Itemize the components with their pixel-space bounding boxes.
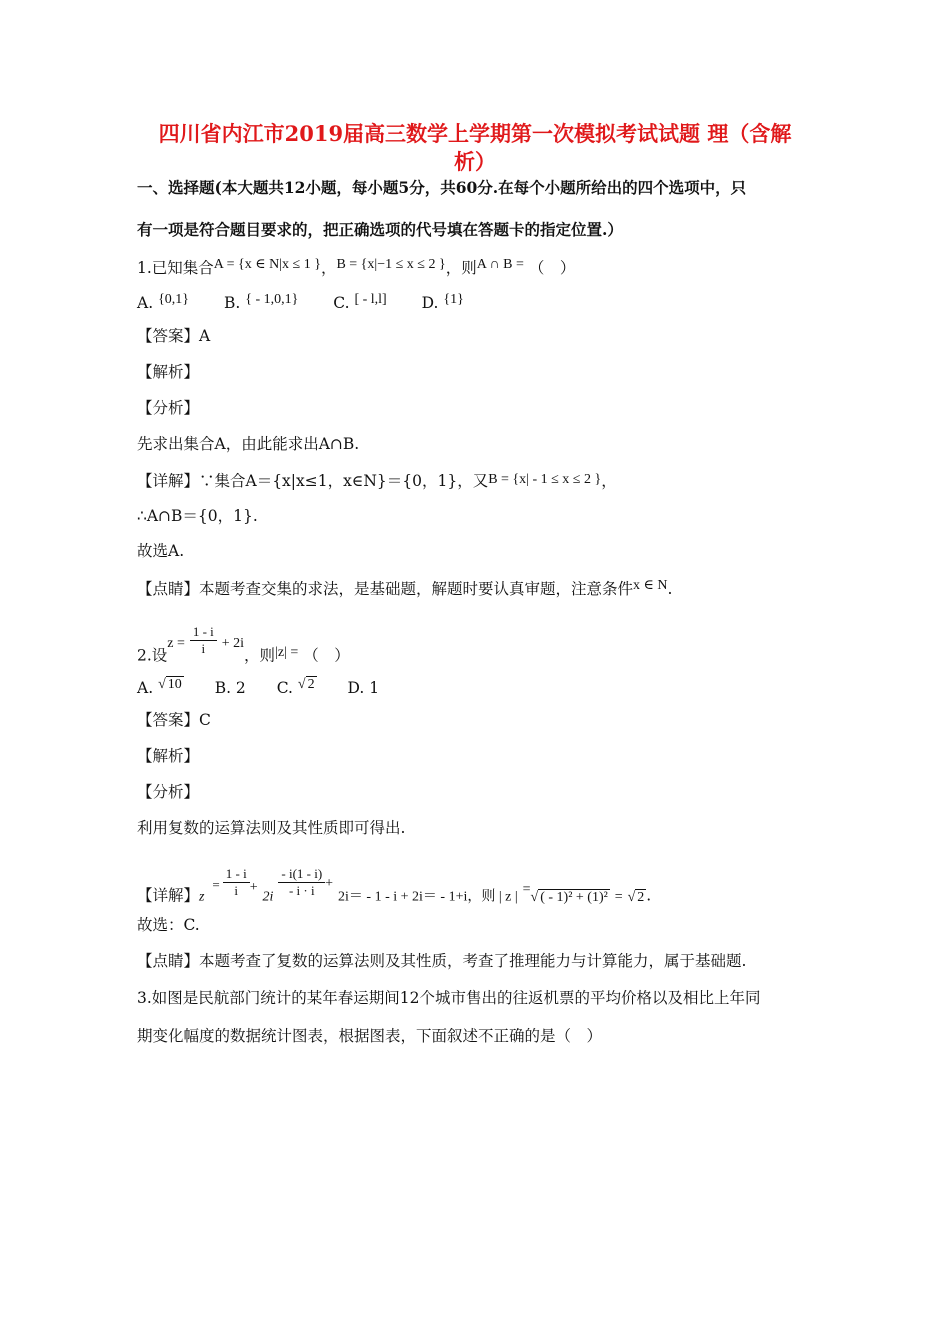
q2-then: ，则 — [244, 646, 276, 665]
q1-jiexi-heading: 【解析】 — [137, 363, 200, 381]
q1-expression: A ∩ B = — [476, 257, 524, 272]
q1-result: ∴A∩B＝{0，1}. — [137, 507, 258, 525]
q2-stem — [137, 624, 350, 673]
q1-option-c-value: [ - l,l] — [354, 292, 387, 307]
q2-detail-fraction-1-numerator: 1 - i — [223, 866, 250, 883]
q2-detail-fraction-1-body — [223, 866, 250, 899]
q2-fraction-denominator: i — [201, 641, 206, 656]
q2-abs-z: |z| = — [275, 644, 299, 660]
document-title — [120, 120, 830, 176]
q1-detail-comma: ， — [601, 472, 617, 490]
q1-option-b — [224, 293, 298, 315]
q2-option-c-sqrt: √ 2 — [297, 677, 315, 692]
q1-detail — [137, 471, 617, 493]
q2-detail-sqrt-2-value: 2 — [637, 889, 645, 905]
q1-set-a: A = {x ∈ N|x ≤ 1 } — [213, 257, 321, 272]
q1-option-c-label: C. — [333, 294, 350, 312]
q2-detail-end: . — [646, 886, 652, 905]
q1-option-c — [333, 293, 386, 315]
q1-prefix: 1.已知集合 — [137, 259, 214, 277]
q2-option-b: B. 2 — [214, 679, 246, 697]
q2-detail-fraction-2 — [278, 866, 325, 899]
q2-option-a — [137, 678, 184, 700]
q3-line-1: 3.如图是民航部门统计的某年春运期间12个城市售出的往返机票的平均价格以及相比上年同 — [137, 989, 761, 1007]
q2-detail-fraction-2-numerator: - i(1 - i) — [278, 866, 325, 883]
q2-option-c-value: 2 — [307, 677, 315, 692]
q1-fenxi-heading: 【分析】 — [137, 399, 200, 417]
q2-detail-z: z — [199, 889, 205, 905]
q1-dianjing-condition: x ∈ N — [633, 578, 668, 593]
q2-choose: 故选：C. — [137, 916, 200, 934]
q1-then: ，则 — [445, 259, 477, 277]
q1-options — [137, 293, 464, 315]
q2-option-d: D. 1 — [347, 679, 380, 697]
q1-option-a-label: A. — [137, 294, 154, 312]
q2-option-a-label: A. — [137, 679, 154, 697]
q2-detail-sqrt-radicand: ( - 1)² + (1)² — [540, 889, 608, 905]
section-heading-line-1: 一、选择题(本大题共12小题，每小题5分，共60分.在每个小题所给出的四个选项中，只 — [137, 178, 747, 197]
q2-jiexi-heading: 【解析】 — [137, 747, 200, 765]
q1-comma: ， — [320, 259, 337, 277]
q2-detail-plus-1: + — [249, 879, 258, 895]
q2-fenxi-heading: 【分析】 — [137, 783, 200, 801]
q1-answer: 【答案】A — [137, 327, 211, 345]
q2-paren: （ ） — [303, 646, 350, 665]
q2-detail-plus-2: + — [325, 875, 334, 891]
q1-option-b-label: B. — [223, 294, 241, 312]
q2-option-c-label: C. — [276, 679, 293, 697]
q2-fraction — [190, 624, 217, 657]
q1-option-d-label: D. — [421, 294, 439, 312]
q2-detail-fraction-1-denominator: i — [234, 883, 239, 898]
q2-detail-rest: 2i＝ - 1 - i + 2i＝ - 1+i，则 | z | — [338, 889, 518, 905]
q1-option-d — [422, 293, 464, 315]
q1-set-b: B = {x|−1 ≤ x ≤ 2 } — [336, 257, 446, 272]
q2-detail-sqrt: √ ( - 1)² + (1)² — [530, 889, 608, 905]
q1-dianjing-text: 【点睛】本题考查交集的求法，是基础题，解题时要认真审题，注意条件 — [137, 580, 634, 598]
q1-stem — [137, 258, 575, 280]
q2-detail-2i: 2i — [262, 889, 274, 905]
title-line-2: 析） — [454, 149, 496, 174]
q2-options — [137, 678, 379, 700]
section-heading-line-2: 有一项是符合题目要求的，把正确选项的代号填在答题卡的指定位置.） — [137, 220, 623, 239]
q2-detail-fraction-2-denominator: - i · i — [288, 883, 315, 898]
q1-option-a-value: {0,1} — [158, 292, 190, 307]
q2-detail-equals-2: = — [614, 889, 623, 905]
q1-dianjing — [137, 579, 672, 601]
q1-choose: 故选A. — [137, 542, 185, 560]
q1-detail-text: 【详解】∵集合A＝{x|x≤1，x∈N}＝{0，1}，又 — [137, 472, 489, 490]
q1-dianjing-end: . — [667, 580, 673, 598]
q1-option-b-value: { - 1,0,1} — [245, 292, 299, 307]
q1-option-a — [137, 293, 189, 315]
q2-option-a-value: 10 — [167, 677, 182, 692]
q2-z-eq: z = — [167, 635, 185, 651]
q2-prefix: 2.设 — [137, 646, 168, 665]
q2-option-c — [277, 678, 317, 700]
q2-detail-sqrt-2: √ 2 — [627, 889, 645, 905]
q2-fraction-numerator: 1 - i — [190, 624, 217, 641]
q2-detail-equals: = — [522, 881, 531, 897]
q2-plus-2i: + 2i — [221, 635, 245, 651]
q1-paren: （ ） — [528, 259, 576, 277]
q3-line-2: 期变化幅度的数据统计图表，根据图表，下面叙述不正确的是（ ） — [137, 1027, 603, 1045]
q1-option-d-value: {1} — [443, 292, 464, 307]
q2-detail-label: 【详解】 — [137, 886, 200, 905]
q2-dianjing: 【点睛】本题考查了复数的运算法则及其性质，考查了推理能力与计算能力，属于基础题. — [137, 952, 747, 970]
q2-detail-fraction-1: = — [212, 876, 220, 892]
title-line-1: 四川省内江市2019届高三数学上学期第一次模拟考试试题 理（含解 — [158, 121, 792, 146]
q2-answer: 【答案】C — [137, 711, 211, 729]
q2-analysis: 利用复数的运算法则及其性质即可得出. — [137, 819, 406, 837]
q1-analysis: 先求出集合A，由此能求出A∩B. — [137, 435, 360, 453]
q2-detail — [137, 866, 652, 913]
q2-option-a-sqrt: √ 10 — [158, 677, 182, 692]
q1-detail-set-b: B = {x| - 1 ≤ x ≤ 2 } — [488, 472, 602, 487]
